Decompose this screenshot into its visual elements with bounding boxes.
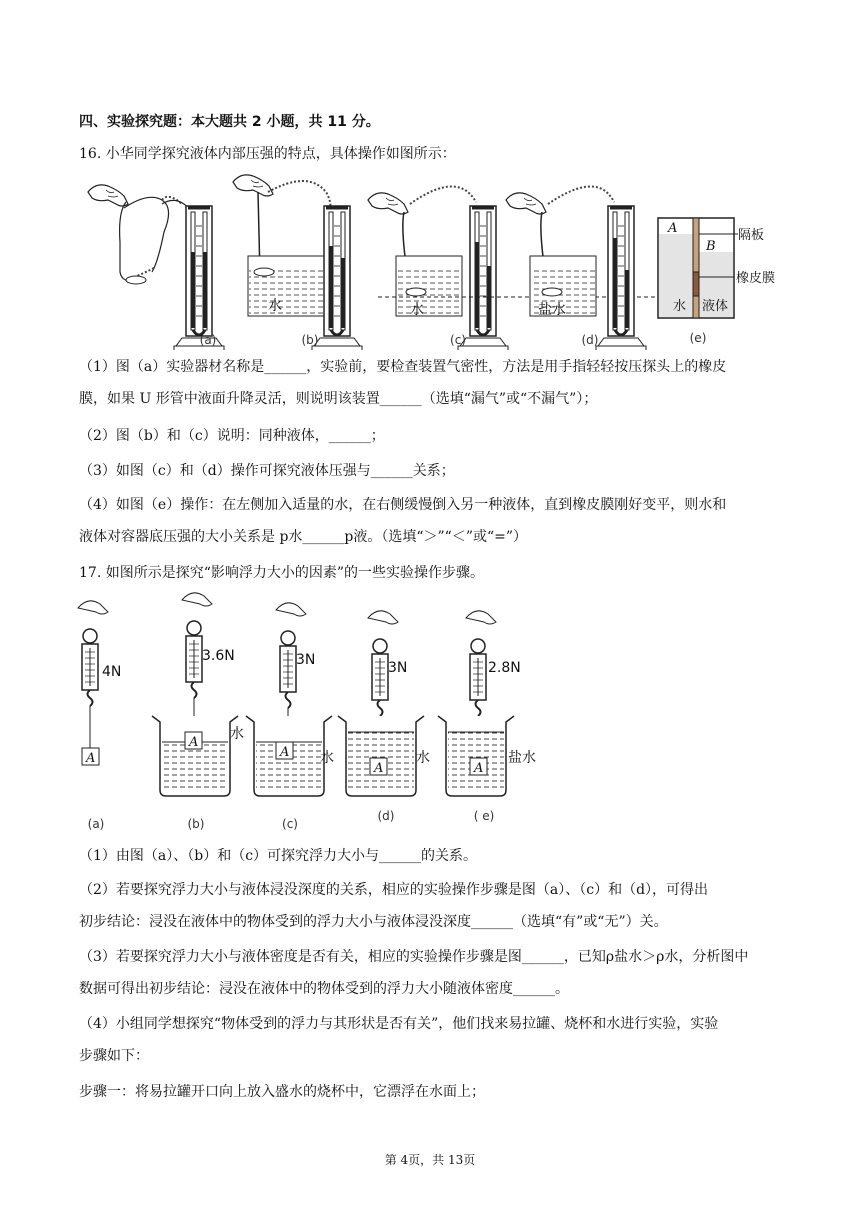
fig17-liquid-c: 水	[320, 750, 334, 766]
q17-part3-line1: （3）若要探究浮力大小与液体密度是否有关，相应的实验操作步骤是图______，已知ρ盐水＞ρ水，分析图中	[79, 949, 749, 965]
q16-part1-line1: （1）图（a）实验器材名称是______，实验前，要检查装置气密性，方法是用手指轻轻按压探头上的橡皮	[79, 359, 727, 375]
q17-part1: （1）由图（a）、（b）和（c）可探究浮力大小与______的关系。	[79, 848, 478, 864]
fig17-caption-e: ( e)	[473, 809, 495, 823]
q16-part4-line2: 液体对容器底压强的大小关系是 p水______p液。（选填“＞”“＜”或“=”）	[79, 529, 528, 545]
fig17-c	[246, 603, 334, 831]
fig17-d	[338, 611, 430, 823]
fig16-label-d-saltwater: 盐水	[538, 302, 566, 318]
q16-stem: 16. 小华同学探究液体内部压强的特点，具体操作如图所示：	[79, 146, 456, 162]
fig16-e-liquid-label: 液体	[702, 299, 729, 314]
fig16-label-c-water: 水	[410, 302, 424, 318]
fig17-e	[438, 611, 536, 823]
fig16-caption-a: (a)	[199, 333, 217, 347]
fig17-block-b: A	[189, 735, 199, 750]
fig17-block-e: A	[474, 761, 484, 776]
fig16-e-partition-label: 隔板	[738, 228, 765, 243]
fig17-block-d: A	[374, 761, 384, 776]
q16-part3: （3）如图（c）和（d）操作可探究液体压强与______关系；	[79, 463, 455, 479]
q17-part4-line1: （4）小组同学想探究“物体受到的浮力与其形状是否有关”，他们找来易拉罐、烧杯和水进行实验，实验	[79, 1016, 719, 1032]
q17-part4-line2: 步骤如下：	[79, 1048, 149, 1064]
fig17-reading-e: 2.8N	[488, 660, 521, 676]
fig16-b	[233, 175, 362, 350]
fig17-caption-c: (c)	[282, 817, 298, 831]
page-footer: 第 4页，共 13页	[384, 1153, 476, 1167]
fig17-caption-d: (d)	[377, 809, 395, 823]
fig16-d	[506, 186, 646, 350]
fig17-reading-c: 3N	[296, 652, 316, 668]
q17-figure	[76, 592, 556, 836]
q16-part2: （2）图（b）和（c）说明：同种液体，______；	[79, 428, 385, 444]
fig17-reading-a: 4N	[102, 664, 122, 680]
fig17-block-a: A	[86, 751, 96, 766]
fig17-reading-b: 3.6N	[202, 648, 235, 664]
q17-stem: 17. 如图所示是探究“影响浮力大小的因素”的一些实验操作步骤。	[79, 565, 485, 581]
q17-part2-line1: （2）若要探究浮力大小与液体浸没深度的关系，相应的实验操作步骤是图（a）、（c）和（d），可得出	[79, 882, 709, 898]
fig16-e	[658, 218, 775, 345]
fig17-reading-d: 3N	[388, 660, 408, 676]
fig16-caption-e: (e)	[689, 331, 707, 345]
fig17-liquid-e: 盐水	[508, 750, 536, 766]
q16-part1-line2: 膜，如果 U 形管中液面升降灵活，则说明该装置______（选填“漏气”或“不漏气”）；	[79, 391, 598, 407]
fig17-a	[78, 601, 121, 831]
fig16-e-label-B: B	[706, 239, 716, 254]
fig16-e-water-label: 水	[673, 299, 687, 314]
fig16-label-b-water: 水	[268, 298, 282, 314]
fig17-liquid-d: 水	[416, 750, 430, 766]
fig17-caption-b: (b)	[187, 817, 205, 831]
fig17-b	[152, 593, 244, 831]
section-heading: 四、实验探究题：本大题共 2 小题，共 11 分。	[79, 114, 380, 130]
fig16-e-membrane-label: 橡皮膜	[736, 271, 776, 286]
q17-part2-line2: 初步结论：浸没在液体中的物体受到的浮力大小与液体浸没深度______（选填“有”或“无”）关。	[79, 914, 668, 930]
q16-part4-line1: （4）如图（e）操作：在左侧加入适量的水，在右侧缓慢倒入另一种液体，直到橡皮膜刚好变平，则水和	[79, 497, 727, 513]
q16-figure	[78, 172, 788, 350]
fig16-a	[88, 185, 224, 350]
fig16-caption-b: (b)	[301, 333, 319, 347]
fig16-caption-d: (d)	[581, 333, 599, 347]
fig16-caption-c: (c)	[450, 333, 466, 347]
fig16-e-label-A: A	[668, 221, 678, 236]
q17-part3-line2: 数据可得出初步结论：浸没在液体中的物体受到的浮力大小随液体密度______。	[79, 981, 569, 997]
fig17-liquid-b: 水	[230, 726, 244, 742]
fig17-block-c: A	[280, 745, 290, 760]
fig17-caption-a: (a)	[87, 817, 105, 831]
q17-step1: 步骤一：将易拉罐开口向上放入盛水的烧杯中，它漂浮在水面上；	[79, 1084, 485, 1100]
